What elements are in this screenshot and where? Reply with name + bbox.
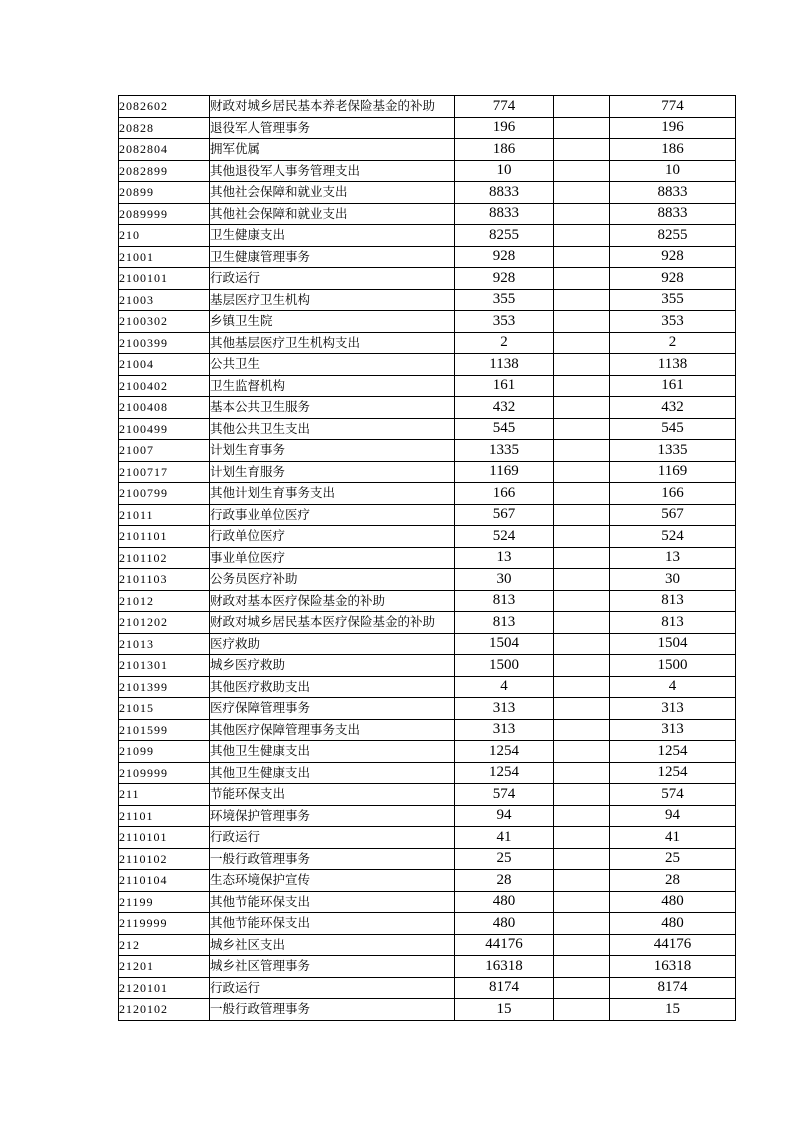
value2-cell: 30 xyxy=(610,569,736,591)
value1-cell: 1335 xyxy=(455,440,554,462)
table-row xyxy=(119,311,736,333)
code-cell: 2110104 xyxy=(119,870,210,892)
name-cell: 医疗保障管理事务 xyxy=(210,698,455,720)
code-cell: 2120102 xyxy=(119,999,210,1021)
value1-cell: 13 xyxy=(455,547,554,569)
code-cell: 2100408 xyxy=(119,397,210,419)
code-cell: 2101202 xyxy=(119,612,210,634)
name-cell: 财政对城乡居民基本养老保险基金的补助 xyxy=(210,96,455,118)
name-cell: 行政单位医疗 xyxy=(210,526,455,548)
code-cell: 21201 xyxy=(119,956,210,978)
table-row xyxy=(119,225,736,247)
name-cell: 财政对基本医疗保险基金的补助 xyxy=(210,590,455,612)
blank-cell xyxy=(554,891,610,913)
blank-cell xyxy=(554,139,610,161)
value1-cell: 1254 xyxy=(455,762,554,784)
name-cell: 拥军优属 xyxy=(210,139,455,161)
code-cell: 20899 xyxy=(119,182,210,204)
blank-cell xyxy=(554,397,610,419)
name-cell: 医疗救助 xyxy=(210,633,455,655)
code-cell: 2120101 xyxy=(119,977,210,999)
name-cell: 卫生监督机构 xyxy=(210,375,455,397)
blank-cell xyxy=(554,762,610,784)
code-cell: 2100399 xyxy=(119,332,210,354)
value1-cell: 1138 xyxy=(455,354,554,376)
value2-cell: 186 xyxy=(610,139,736,161)
value1-cell: 2 xyxy=(455,332,554,354)
table-row xyxy=(119,590,736,612)
value2-cell: 8174 xyxy=(610,977,736,999)
blank-cell xyxy=(554,741,610,763)
blank-cell xyxy=(554,203,610,225)
name-cell: 城乡社区管理事务 xyxy=(210,956,455,978)
name-cell: 城乡医疗救助 xyxy=(210,655,455,677)
blank-cell xyxy=(554,96,610,118)
value2-cell: 480 xyxy=(610,891,736,913)
code-cell: 2101301 xyxy=(119,655,210,677)
name-cell: 其他卫生健康支出 xyxy=(210,741,455,763)
value2-cell: 313 xyxy=(610,719,736,741)
blank-cell xyxy=(554,676,610,698)
value1-cell: 186 xyxy=(455,139,554,161)
table-row xyxy=(119,117,736,139)
value2-cell: 574 xyxy=(610,784,736,806)
blank-cell xyxy=(554,225,610,247)
value1-cell: 25 xyxy=(455,848,554,870)
value1-cell: 161 xyxy=(455,375,554,397)
table-row xyxy=(119,956,736,978)
value2-cell: 1500 xyxy=(610,655,736,677)
table-row xyxy=(119,676,736,698)
name-cell: 生态环境保护宣传 xyxy=(210,870,455,892)
blank-cell xyxy=(554,698,610,720)
code-cell: 2101102 xyxy=(119,547,210,569)
code-cell: 21007 xyxy=(119,440,210,462)
blank-cell xyxy=(554,870,610,892)
table-row xyxy=(119,96,736,118)
table-row xyxy=(119,977,736,999)
value2-cell: 8833 xyxy=(610,182,736,204)
code-cell: 2100799 xyxy=(119,483,210,505)
table-row xyxy=(119,354,736,376)
code-cell: 20828 xyxy=(119,117,210,139)
blank-cell xyxy=(554,182,610,204)
name-cell: 卫生健康支出 xyxy=(210,225,455,247)
value1-cell: 10 xyxy=(455,160,554,182)
value2-cell: 13 xyxy=(610,547,736,569)
name-cell: 基本公共卫生服务 xyxy=(210,397,455,419)
code-cell: 2101103 xyxy=(119,569,210,591)
name-cell: 一般行政管理事务 xyxy=(210,848,455,870)
name-cell: 行政运行 xyxy=(210,977,455,999)
value2-cell: 432 xyxy=(610,397,736,419)
blank-cell xyxy=(554,483,610,505)
value2-cell: 41 xyxy=(610,827,736,849)
budget-table-body xyxy=(119,96,736,1021)
name-cell: 环境保护管理事务 xyxy=(210,805,455,827)
name-cell: 行政运行 xyxy=(210,827,455,849)
value2-cell: 28 xyxy=(610,870,736,892)
value1-cell: 166 xyxy=(455,483,554,505)
table-row xyxy=(119,246,736,268)
value1-cell: 1500 xyxy=(455,655,554,677)
value1-cell: 524 xyxy=(455,526,554,548)
value1-cell: 1169 xyxy=(455,461,554,483)
blank-cell xyxy=(554,612,610,634)
value1-cell: 813 xyxy=(455,590,554,612)
value2-cell: 2 xyxy=(610,332,736,354)
code-cell: 2110102 xyxy=(119,848,210,870)
value1-cell: 8833 xyxy=(455,203,554,225)
value2-cell: 1138 xyxy=(610,354,736,376)
name-cell: 其他节能环保支出 xyxy=(210,913,455,935)
code-cell: 21199 xyxy=(119,891,210,913)
code-cell: 2101101 xyxy=(119,526,210,548)
value1-cell: 928 xyxy=(455,268,554,290)
table-row xyxy=(119,870,736,892)
table-row xyxy=(119,483,736,505)
table-row xyxy=(119,504,736,526)
value2-cell: 928 xyxy=(610,246,736,268)
name-cell: 退役军人管理事务 xyxy=(210,117,455,139)
code-cell: 2082602 xyxy=(119,96,210,118)
blank-cell xyxy=(554,547,610,569)
value2-cell: 524 xyxy=(610,526,736,548)
blank-cell xyxy=(554,440,610,462)
name-cell: 计划生育服务 xyxy=(210,461,455,483)
blank-cell xyxy=(554,590,610,612)
table-row xyxy=(119,332,736,354)
blank-cell xyxy=(554,332,610,354)
blank-cell xyxy=(554,934,610,956)
name-cell: 公共卫生 xyxy=(210,354,455,376)
name-cell: 其他医疗保障管理事务支出 xyxy=(210,719,455,741)
blank-cell xyxy=(554,999,610,1021)
value1-cell: 774 xyxy=(455,96,554,118)
table-row xyxy=(119,913,736,935)
value2-cell: 1169 xyxy=(610,461,736,483)
code-cell: 21013 xyxy=(119,633,210,655)
code-cell: 211 xyxy=(119,784,210,806)
code-cell: 21003 xyxy=(119,289,210,311)
code-cell: 210 xyxy=(119,225,210,247)
value1-cell: 1254 xyxy=(455,741,554,763)
value1-cell: 313 xyxy=(455,698,554,720)
value1-cell: 196 xyxy=(455,117,554,139)
code-cell: 21004 xyxy=(119,354,210,376)
code-cell: 2100302 xyxy=(119,311,210,333)
blank-cell xyxy=(554,504,610,526)
code-cell: 2100402 xyxy=(119,375,210,397)
value2-cell: 166 xyxy=(610,483,736,505)
table-row xyxy=(119,891,736,913)
value2-cell: 313 xyxy=(610,698,736,720)
table-row xyxy=(119,397,736,419)
blank-cell xyxy=(554,569,610,591)
value2-cell: 1254 xyxy=(610,741,736,763)
value1-cell: 353 xyxy=(455,311,554,333)
value1-cell: 480 xyxy=(455,891,554,913)
table-row xyxy=(119,418,736,440)
value2-cell: 196 xyxy=(610,117,736,139)
table-row xyxy=(119,848,736,870)
code-cell: 2101399 xyxy=(119,676,210,698)
table-row xyxy=(119,698,736,720)
name-cell: 其他基层医疗卫生机构支出 xyxy=(210,332,455,354)
value2-cell: 813 xyxy=(610,612,736,634)
blank-cell xyxy=(554,913,610,935)
value1-cell: 16318 xyxy=(455,956,554,978)
name-cell: 行政事业单位医疗 xyxy=(210,504,455,526)
value1-cell: 928 xyxy=(455,246,554,268)
table-row xyxy=(119,440,736,462)
code-cell: 2082899 xyxy=(119,160,210,182)
value1-cell: 28 xyxy=(455,870,554,892)
blank-cell xyxy=(554,655,610,677)
value2-cell: 774 xyxy=(610,96,736,118)
blank-cell xyxy=(554,461,610,483)
table-row xyxy=(119,719,736,741)
table-row xyxy=(119,160,736,182)
name-cell: 卫生健康管理事务 xyxy=(210,246,455,268)
table-row xyxy=(119,741,736,763)
table-row xyxy=(119,805,736,827)
name-cell: 其他社会保障和就业支出 xyxy=(210,203,455,225)
code-cell: 21101 xyxy=(119,805,210,827)
value1-cell: 574 xyxy=(455,784,554,806)
table-row xyxy=(119,633,736,655)
table-row xyxy=(119,182,736,204)
name-cell: 其他公共卫生支出 xyxy=(210,418,455,440)
name-cell: 基层医疗卫生机构 xyxy=(210,289,455,311)
code-cell: 21001 xyxy=(119,246,210,268)
name-cell: 其他社会保障和就业支出 xyxy=(210,182,455,204)
blank-cell xyxy=(554,784,610,806)
value2-cell: 355 xyxy=(610,289,736,311)
value2-cell: 1504 xyxy=(610,633,736,655)
table-row xyxy=(119,612,736,634)
table-row xyxy=(119,526,736,548)
value1-cell: 545 xyxy=(455,418,554,440)
blank-cell xyxy=(554,956,610,978)
table-row xyxy=(119,827,736,849)
table-row xyxy=(119,784,736,806)
value1-cell: 94 xyxy=(455,805,554,827)
blank-cell xyxy=(554,246,610,268)
value1-cell: 313 xyxy=(455,719,554,741)
code-cell: 2119999 xyxy=(119,913,210,935)
code-cell: 2100101 xyxy=(119,268,210,290)
table-row xyxy=(119,934,736,956)
value2-cell: 16318 xyxy=(610,956,736,978)
code-cell: 2089999 xyxy=(119,203,210,225)
value1-cell: 8255 xyxy=(455,225,554,247)
code-cell: 21099 xyxy=(119,741,210,763)
value2-cell: 4 xyxy=(610,676,736,698)
table-row xyxy=(119,203,736,225)
blank-cell xyxy=(554,160,610,182)
value1-cell: 480 xyxy=(455,913,554,935)
name-cell: 其他节能环保支出 xyxy=(210,891,455,913)
table-row xyxy=(119,375,736,397)
budget-table xyxy=(118,95,736,1021)
value2-cell: 94 xyxy=(610,805,736,827)
name-cell: 其他计划生育事务支出 xyxy=(210,483,455,505)
code-cell: 21011 xyxy=(119,504,210,526)
value1-cell: 8833 xyxy=(455,182,554,204)
table-row xyxy=(119,569,736,591)
blank-cell xyxy=(554,289,610,311)
code-cell: 212 xyxy=(119,934,210,956)
table-row xyxy=(119,289,736,311)
value1-cell: 4 xyxy=(455,676,554,698)
name-cell: 计划生育事务 xyxy=(210,440,455,462)
blank-cell xyxy=(554,268,610,290)
blank-cell xyxy=(554,526,610,548)
name-cell: 行政运行 xyxy=(210,268,455,290)
table-row xyxy=(119,139,736,161)
table-row xyxy=(119,461,736,483)
value1-cell: 355 xyxy=(455,289,554,311)
table-row xyxy=(119,655,736,677)
value1-cell: 432 xyxy=(455,397,554,419)
blank-cell xyxy=(554,719,610,741)
blank-cell xyxy=(554,633,610,655)
value2-cell: 567 xyxy=(610,504,736,526)
value1-cell: 567 xyxy=(455,504,554,526)
value2-cell: 8833 xyxy=(610,203,736,225)
value2-cell: 1254 xyxy=(610,762,736,784)
name-cell: 财政对城乡居民基本医疗保险基金的补助 xyxy=(210,612,455,634)
blank-cell xyxy=(554,117,610,139)
blank-cell xyxy=(554,375,610,397)
name-cell: 其他医疗救助支出 xyxy=(210,676,455,698)
value1-cell: 813 xyxy=(455,612,554,634)
value2-cell: 25 xyxy=(610,848,736,870)
value2-cell: 1335 xyxy=(610,440,736,462)
value1-cell: 8174 xyxy=(455,977,554,999)
blank-cell xyxy=(554,977,610,999)
code-cell: 2100499 xyxy=(119,418,210,440)
code-cell: 2109999 xyxy=(119,762,210,784)
value2-cell: 44176 xyxy=(610,934,736,956)
name-cell: 事业单位医疗 xyxy=(210,547,455,569)
blank-cell xyxy=(554,827,610,849)
blank-cell xyxy=(554,354,610,376)
value1-cell: 44176 xyxy=(455,934,554,956)
value2-cell: 15 xyxy=(610,999,736,1021)
table-row xyxy=(119,547,736,569)
value1-cell: 41 xyxy=(455,827,554,849)
value2-cell: 353 xyxy=(610,311,736,333)
value1-cell: 1504 xyxy=(455,633,554,655)
code-cell: 2082804 xyxy=(119,139,210,161)
blank-cell xyxy=(554,311,610,333)
blank-cell xyxy=(554,805,610,827)
value2-cell: 813 xyxy=(610,590,736,612)
table-row xyxy=(119,762,736,784)
name-cell: 其他卫生健康支出 xyxy=(210,762,455,784)
value2-cell: 8255 xyxy=(610,225,736,247)
code-cell: 21012 xyxy=(119,590,210,612)
table-row xyxy=(119,268,736,290)
value2-cell: 10 xyxy=(610,160,736,182)
name-cell: 其他退役军人事务管理支出 xyxy=(210,160,455,182)
value1-cell: 15 xyxy=(455,999,554,1021)
value2-cell: 161 xyxy=(610,375,736,397)
value2-cell: 928 xyxy=(610,268,736,290)
code-cell: 21015 xyxy=(119,698,210,720)
name-cell: 节能环保支出 xyxy=(210,784,455,806)
code-cell: 2100717 xyxy=(119,461,210,483)
value1-cell: 30 xyxy=(455,569,554,591)
name-cell: 公务员医疗补助 xyxy=(210,569,455,591)
value2-cell: 480 xyxy=(610,913,736,935)
name-cell: 一般行政管理事务 xyxy=(210,999,455,1021)
code-cell: 2110101 xyxy=(119,827,210,849)
table-row xyxy=(119,999,736,1021)
code-cell: 2101599 xyxy=(119,719,210,741)
blank-cell xyxy=(554,418,610,440)
name-cell: 乡镇卫生院 xyxy=(210,311,455,333)
value2-cell: 545 xyxy=(610,418,736,440)
blank-cell xyxy=(554,848,610,870)
name-cell: 城乡社区支出 xyxy=(210,934,455,956)
